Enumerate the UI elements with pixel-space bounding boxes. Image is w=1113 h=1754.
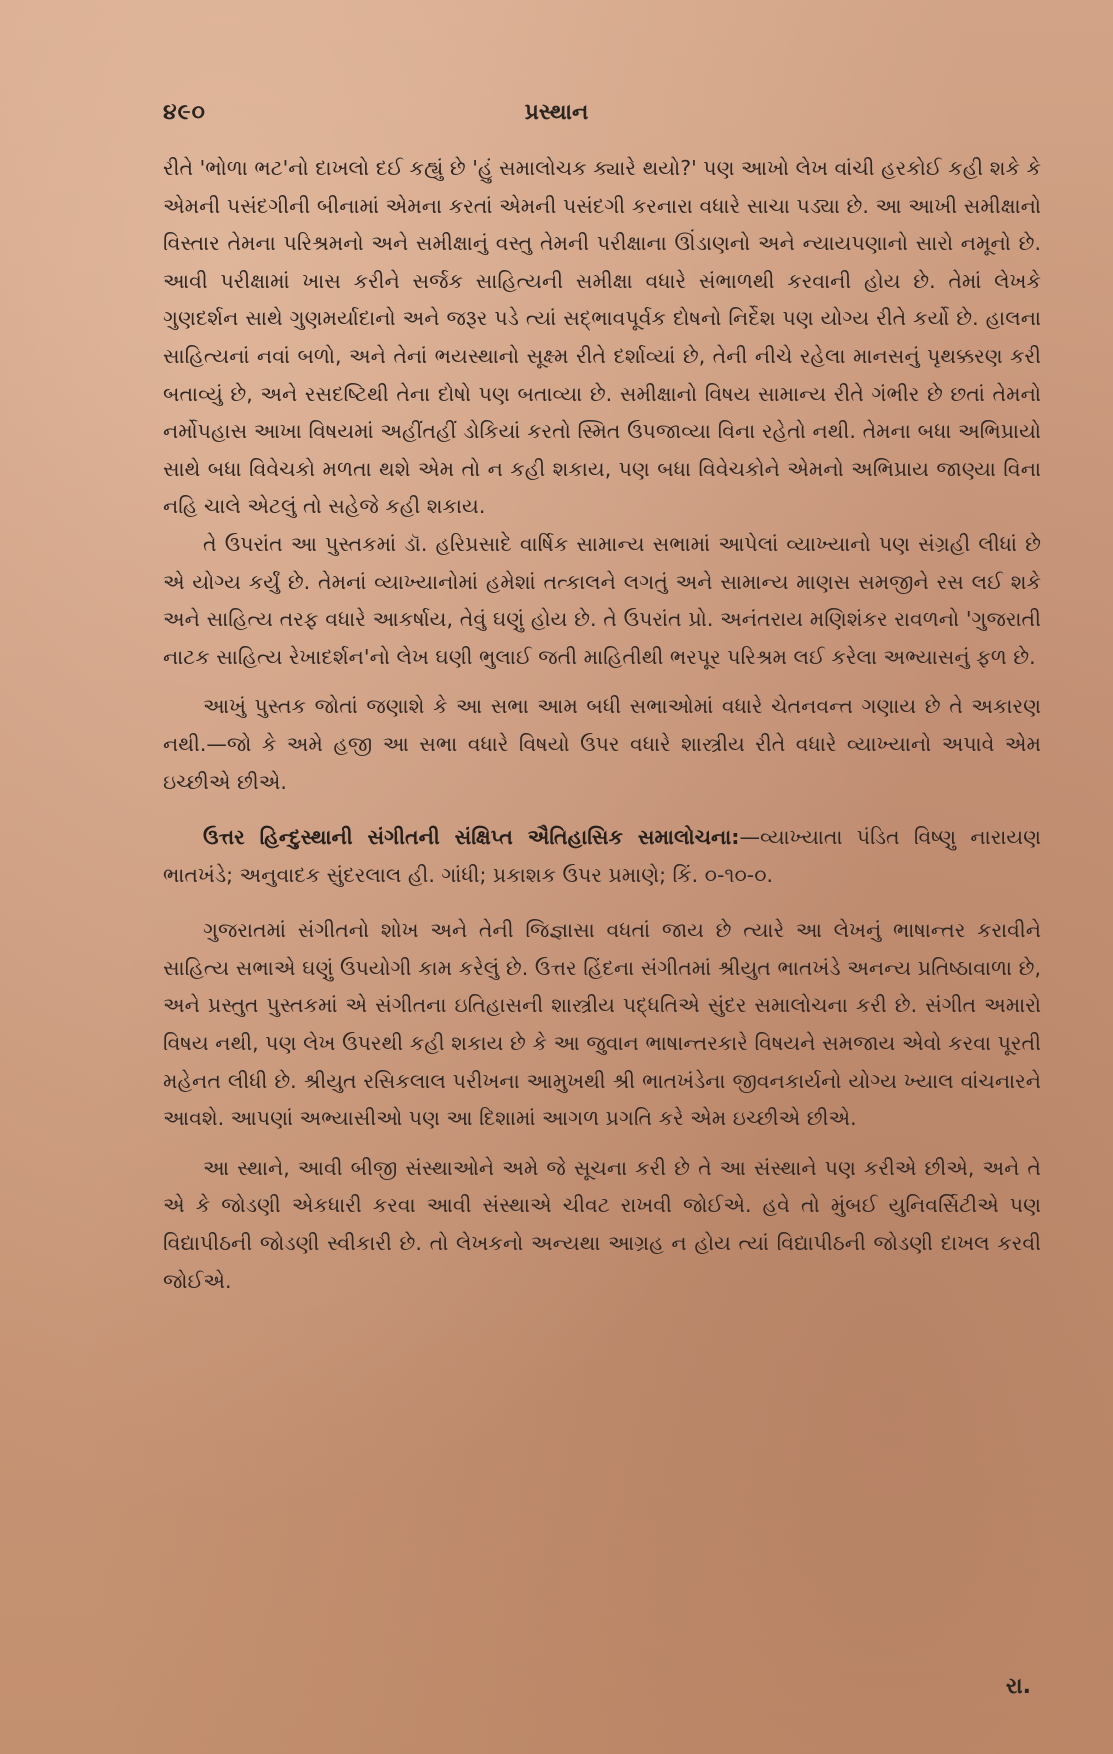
- paragraph-gap: [163, 676, 1041, 688]
- page-body: [163, 150, 1041, 1300]
- reviewer-signature: રા.: [1005, 1674, 1031, 1699]
- paragraph-gap: [163, 894, 1041, 912]
- book-details: —વ્યાખ્યાતા પંડિત વિષ્ણુ નારાયણ ભાતખંડે; અનુવાદક સુંદરલાલ હી. ગાંધી; પ્રકાશક ઉપર પ્રમાણે; કિં. ૦-૧૦-૦.: [163, 825, 1042, 887]
- paragraph-music-review: ગુજરાતમાં સંગીતનો શોખ અને તેની જિજ્ઞાસા વધતાં જાય છે ત્યારે આ લેખનું ભાષાન્તર કરાવીને સાહિત્ય સભાએ ઘણું ઉપયોગી કામ કરેલું છે. ઉત્તર હિંદના સંગીતમાં શ્રીયુત ભાતખંડે અનન્ય પ્રતિષ્ઠાવાળા છે, અને પ્રસ્તુત પુસ્તકમાં એ સંગીતના ઇતિહાસની શાસ્ત્રીય પદ્ધતિએ સુંદર સમાલોચના કરી છે. સંગીત અમારો વિષય નથી, પણ લેખ ઉપરથી કહી શકાય છે કે આ જુવાન ભાષાન્તરકારે વિષયને સમજાય એવો કરવા પૂરતી મહેનત લીધી છે. શ્રીયુત રસિકલાલ પરીખના આમુખથી શ્રી ભાતખંડેના જીવનકાર્યનો યોગ્ય ખ્યાલ વાંચનારને આવશે. આપણાં અભ્યાસીઓ પણ આ દિશામાં આગળ પ્રગતિ કરે એમ ઇચ્છીએ છીએ.: [163, 918, 1041, 1131]
- book-title: ઉત્તર હિન્દુસ્થાની સંગીતની સંક્ષિપ્ત ઐતિહાસિક સમાલોચના:: [203, 825, 740, 850]
- paragraph-lectures: તે ઉપરાંત આ પુસ્તકમાં ડૉ. હરિપ્રસાદે વાર્ષિક સામાન્ય સભામાં આપેલાં વ્યાખ્યાનો પણ સંગ્રહી લીધાં છે એ યોગ્ય કર્યું છે. તેમનાં વ્યાખ્યાનોમાં હમેશાં તત્કાલને લગતું અને સામાન્ય માણસ સમજીને રસ લઈ શકે અને સાહિત્ય તરફ વધારે આકર્ષાય, તેવું ઘણું હોય છે. તે ઉપરાંત પ્રો. અનંતરાય મણિશંકર રાવળનો 'ગુજરાતી નાટક સાહિત્ય રેખાદર્શન'નો લેખ ઘણી ભુલાઈ જતી માહિતીથી ભરપૂર પરિશ્રમ લઈ કરેલા અભ્યાસનું ફળ છે.: [163, 531, 1041, 669]
- running-header-title: પ્રસ્થાન: [524, 100, 589, 125]
- paragraph-review-continuation: રીતે 'ભોળા ભટ'નો દાખલો દઈ કહ્યું છે 'હું સમાલોચક ક્યારે થયો?' પણ આખો લેખ વાંચી હરકોઈ કહી શકે કે એમની પસંદગીની બીનામાં એમના કરતાં એમની પસંદગી કરનારા વધારે સાચા પડ્યા છે. આ આખી સમીક્ષાનો વિસ્તાર તેમના પરિશ્રમનો અને સમીક્ષાનું વસ્તુ તેમની પરીક્ષાના ઊંડાણનો અને ન્યાયપણાનો સારો નમૂનો છે. આવી પરીક્ષામાં ખાસ કરીને સર્જક સાહિત્યની સમીક્ષા વધારે સંભાળથી કરવાની હોય છે. તેમાં લેખકે ગુણદર્શન સાથે ગુણમર્યાદાનો અને જરૂર પડે ત્યાં સદ્‌ભાવપૂર્વક દોષનો નિર્દેશ પણ યોગ્ય રીતે કર્યો છે. હાલના સાહિત્યનાં નવાં બળો, અને તેનાં ભયસ્થાનો સૂક્ષ્મ રીતે દર્શાવ્યાં છે, તેની નીચે રહેલા માનસનું પૃથક્કરણ કરી બતાવ્યું છે, અને રસદષ્ટિથી તેના દોષો પણ બતાવ્યા છે. સમીક્ષાનો વિષય સામાન્ય રીતે ગંભીર છે છતાં તેમનો નર્મોપહાસ આખા વિષયમાં અહીંતહીં ડોકિયાં કરતો સ્મિત ઉપજાવ્યા વિના રહેતો નથી. તેમના બધા અભિપ્રાયો સાથે બધા વિવેચકો મળતા થશે એમ તો ન કહી શકાય, પણ બધા વિવેચકોને એમનો અભિપ્રાય જાણ્યા વિના નહિ ચાલે એટલું તો સહેજે કહી શકાય.: [163, 156, 1041, 519]
- paragraph-conclusion: આખું પુસ્તક જોતાં જણાશે કે આ સભા આમ બધી સભાઓમાં વધારે ચેતનવન્ત ગણાય છે તે અકારણ નથી.—જો કે અમે હજી આ સભા વધારે વિષયો ઉપર વધારે શાસ્ત્રીય રીતે વધારે વ્યાખ્યાનો અપાવે એમ ઇચ્છીએ છીએ.: [163, 694, 1041, 794]
- paragraph-spelling-note: આ સ્થાને, આવી બીજી સંસ્થાઓને અમે જે સૂચના કરી છે તે આ સંસ્થાને પણ કરીએ છીએ, અને તે એ કે જોડણી એકધારી કરવા આવી સંસ્થાએ ચીવટ રાખવી જોઈએ. હવે તો મુંબઈ યુનિવર્સિટીએ પણ વિદ્યાપીઠની જોડણી સ્વીકારી છે. તો લેખકનો અન્યથા આગ્રહ ન હોય ત્યાં વિદ્યાપીઠની જોડણી દાખલ કરવી જોઈએ.: [163, 1155, 1041, 1293]
- paragraph-gap: [163, 801, 1041, 819]
- book-entry-heading: [163, 819, 1041, 894]
- page-number: ૪૯૦: [163, 100, 206, 125]
- paragraph-gap: [163, 1138, 1041, 1150]
